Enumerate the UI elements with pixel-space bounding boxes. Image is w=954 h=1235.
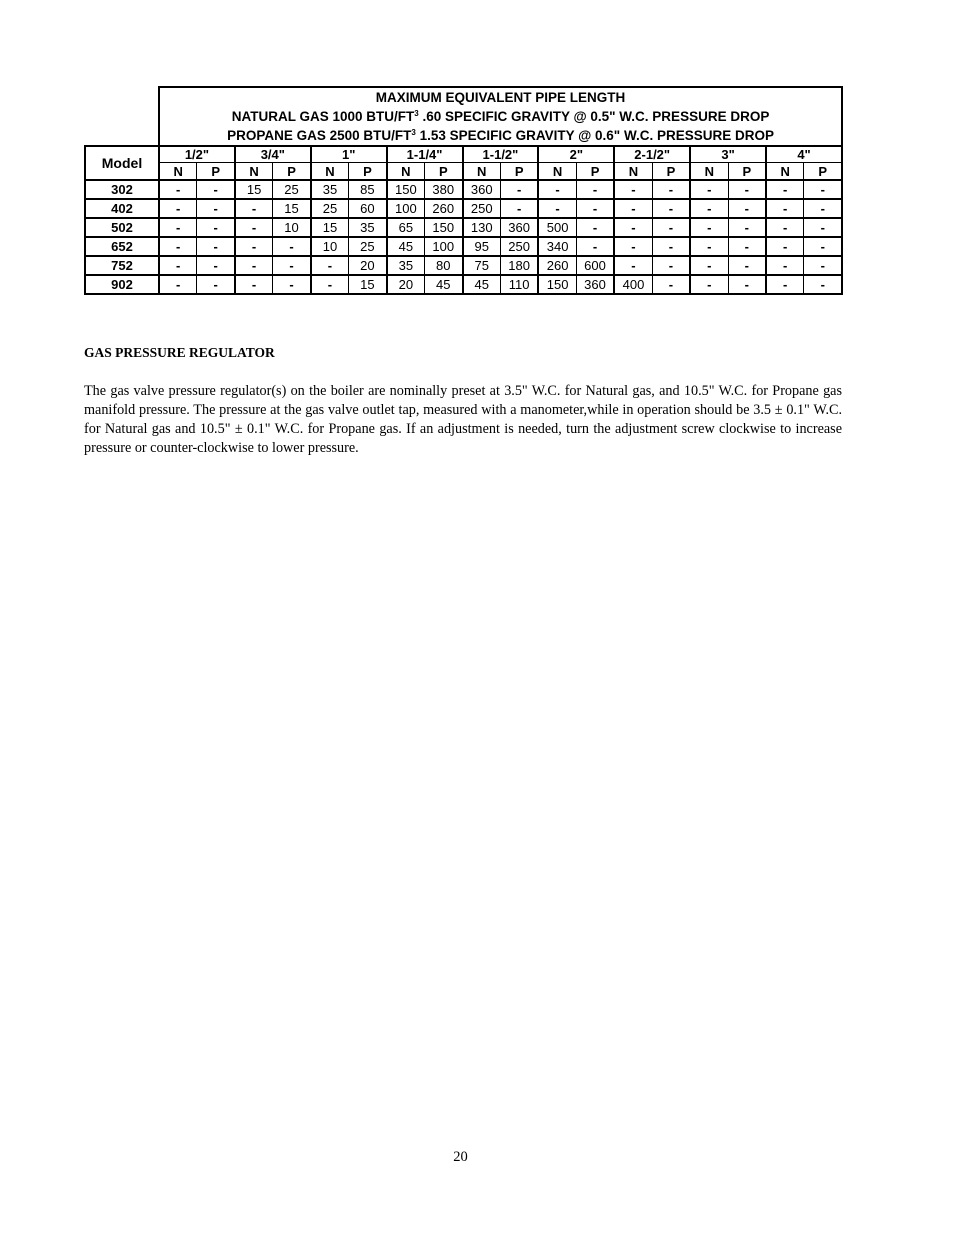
- length-value-cell: 35: [349, 218, 387, 237]
- title-line-2-superscript: 3: [414, 109, 419, 118]
- table-title-row: [85, 87, 842, 146]
- length-value-cell: -: [766, 275, 804, 294]
- propane-header: P: [576, 163, 614, 181]
- length-value-cell: 25: [273, 180, 311, 199]
- table-title-line-3: [160, 126, 841, 145]
- length-value-cell: -: [197, 199, 235, 218]
- length-value-cell: -: [576, 199, 614, 218]
- model-cell: 502: [85, 218, 159, 237]
- length-value-cell: -: [804, 199, 842, 218]
- length-value-cell: 500: [538, 218, 576, 237]
- model-column-header: Model: [85, 146, 159, 180]
- length-value-cell: 400: [614, 275, 652, 294]
- length-value-cell: -: [197, 180, 235, 199]
- length-value-cell: -: [728, 256, 766, 275]
- length-value-cell: -: [614, 199, 652, 218]
- length-value-cell: 95: [463, 237, 501, 256]
- length-value-cell: -: [766, 180, 804, 199]
- model-cell: 902: [85, 275, 159, 294]
- table-row: [85, 199, 842, 218]
- table-title-line-2: [160, 107, 841, 126]
- propane-header: P: [652, 163, 690, 181]
- length-value-cell: -: [690, 199, 728, 218]
- length-value-cell: 15: [235, 180, 273, 199]
- length-value-cell: -: [652, 199, 690, 218]
- natural-gas-header: N: [538, 163, 576, 181]
- natural-gas-header: N: [159, 163, 197, 181]
- length-value-cell: -: [500, 180, 538, 199]
- length-value-cell: 360: [576, 275, 614, 294]
- length-value-cell: 100: [425, 237, 463, 256]
- length-value-cell: 250: [500, 237, 538, 256]
- length-value-cell: -: [690, 237, 728, 256]
- propane-header: P: [804, 163, 842, 181]
- length-value-cell: -: [235, 237, 273, 256]
- length-value-cell: 130: [463, 218, 501, 237]
- table-title-line-1: MAXIMUM EQUIVALENT PIPE LENGTH: [375, 90, 626, 105]
- length-value-cell: 15: [311, 218, 349, 237]
- pipe-size-header: 1-1/4": [387, 146, 463, 163]
- length-value-cell: -: [614, 218, 652, 237]
- pipe-size-header: 2-1/2": [614, 146, 690, 163]
- propane-header: P: [500, 163, 538, 181]
- page-number: 20: [453, 1149, 468, 1165]
- pipe-size-header: 2": [538, 146, 614, 163]
- length-value-cell: -: [614, 180, 652, 199]
- length-value-cell: -: [804, 237, 842, 256]
- model-cell: 652: [85, 237, 159, 256]
- length-value-cell: -: [652, 218, 690, 237]
- table-row: [85, 275, 842, 294]
- length-value-cell: 45: [425, 275, 463, 294]
- length-value-cell: -: [728, 218, 766, 237]
- length-value-cell: -: [197, 218, 235, 237]
- length-value-cell: -: [235, 218, 273, 237]
- length-value-cell: 20: [349, 256, 387, 275]
- length-value-cell: -: [576, 180, 614, 199]
- length-value-cell: -: [311, 256, 349, 275]
- length-value-cell: 35: [387, 256, 425, 275]
- length-value-cell: -: [311, 275, 349, 294]
- natural-gas-header: N: [235, 163, 273, 181]
- length-value-cell: -: [235, 256, 273, 275]
- length-value-cell: 150: [538, 275, 576, 294]
- length-value-cell: 360: [463, 180, 501, 199]
- length-value-cell: 25: [349, 237, 387, 256]
- natural-gas-header: N: [463, 163, 501, 181]
- length-value-cell: -: [652, 180, 690, 199]
- title-line-2-text: NATURAL GAS 1000 BTU/FT: [231, 109, 415, 124]
- length-value-cell: -: [235, 275, 273, 294]
- table-title: [159, 87, 842, 146]
- length-value-cell: 260: [538, 256, 576, 275]
- propane-header: P: [349, 163, 387, 181]
- length-value-cell: -: [159, 218, 197, 237]
- length-value-cell: -: [728, 199, 766, 218]
- length-value-cell: -: [766, 199, 804, 218]
- length-value-cell: -: [159, 275, 197, 294]
- length-value-cell: 25: [311, 199, 349, 218]
- length-value-cell: -: [690, 256, 728, 275]
- length-value-cell: -: [728, 180, 766, 199]
- table-corner-blank: [85, 87, 159, 146]
- propane-header: P: [273, 163, 311, 181]
- length-value-cell: 260: [425, 199, 463, 218]
- body-paragraph: The gas valve pressure regulator(s) on the boiler are nominally preset at 3.5" W.C. for Natural gas, and 10.5" W.C. for Propane gas manifold pressure. The pressure at the gas valve outlet tap, measured with a manometer,while in operation should be 3.5 ± 0.1" W.C. for Natural gas and 10.5" ± 0.1" W.C. for Propane gas. If an adjustment is needed, turn the adjustment screw clockwise to increase pressure or counter-clockwise to lower pressure.: [84, 383, 842, 456]
- length-value-cell: 75: [463, 256, 501, 275]
- table-row: [85, 180, 842, 199]
- length-value-cell: 45: [387, 237, 425, 256]
- length-value-cell: -: [159, 237, 197, 256]
- pipe-size-header-row: [85, 146, 842, 163]
- length-value-cell: 35: [311, 180, 349, 199]
- length-value-cell: -: [652, 256, 690, 275]
- length-value-cell: -: [197, 237, 235, 256]
- length-value-cell: -: [273, 237, 311, 256]
- length-value-cell: -: [728, 237, 766, 256]
- title-line-2-text-end: .60 SPECIFIC GRAVITY @ 0.5" W.C. PRESSURE DROP: [418, 109, 770, 124]
- natural-gas-header: N: [766, 163, 804, 181]
- model-cell: 752: [85, 256, 159, 275]
- propane-header: P: [197, 163, 235, 181]
- length-value-cell: 20: [387, 275, 425, 294]
- length-value-cell: -: [728, 275, 766, 294]
- length-value-cell: 150: [387, 180, 425, 199]
- natural-gas-header: N: [311, 163, 349, 181]
- pipe-size-header: 4": [766, 146, 842, 163]
- length-value-cell: -: [273, 256, 311, 275]
- length-value-cell: -: [235, 199, 273, 218]
- gas-type-header-row: [85, 163, 842, 181]
- length-value-cell: -: [614, 237, 652, 256]
- title-line-3-superscript: 3: [411, 128, 416, 137]
- length-value-cell: -: [766, 256, 804, 275]
- length-value-cell: 600: [576, 256, 614, 275]
- pipe-size-header: 1": [311, 146, 387, 163]
- length-value-cell: 80: [425, 256, 463, 275]
- length-value-cell: 65: [387, 218, 425, 237]
- length-value-cell: -: [652, 237, 690, 256]
- length-value-cell: -: [159, 180, 197, 199]
- pipe-size-header: 3/4": [235, 146, 311, 163]
- length-value-cell: -: [197, 256, 235, 275]
- length-value-cell: -: [804, 256, 842, 275]
- table-row: [85, 256, 842, 275]
- pipe-size-header: 3": [690, 146, 766, 163]
- length-value-cell: 380: [425, 180, 463, 199]
- section-heading: GAS PRESSURE REGULATOR: [84, 345, 275, 360]
- length-value-cell: -: [690, 275, 728, 294]
- length-value-cell: -: [804, 218, 842, 237]
- title-line-3-text-end: 1.53 SPECIFIC GRAVITY @ 0.6" W.C. PRESSURE DROP: [415, 128, 774, 143]
- table-row: [85, 218, 842, 237]
- length-value-cell: -: [273, 275, 311, 294]
- natural-gas-header: N: [690, 163, 728, 181]
- pipe-length-table: [84, 86, 843, 295]
- length-value-cell: 10: [311, 237, 349, 256]
- length-value-cell: -: [197, 275, 235, 294]
- length-value-cell: -: [576, 218, 614, 237]
- pipe-size-header: 1-1/2": [463, 146, 539, 163]
- length-value-cell: -: [576, 237, 614, 256]
- pipe-size-header: 1/2": [159, 146, 235, 163]
- length-value-cell: 250: [463, 199, 501, 218]
- length-value-cell: -: [690, 218, 728, 237]
- model-cell: 302: [85, 180, 159, 199]
- propane-header: P: [728, 163, 766, 181]
- length-value-cell: 100: [387, 199, 425, 218]
- length-value-cell: 180: [500, 256, 538, 275]
- length-value-cell: -: [804, 275, 842, 294]
- length-value-cell: 15: [349, 275, 387, 294]
- length-value-cell: -: [159, 256, 197, 275]
- length-value-cell: 15: [273, 199, 311, 218]
- length-value-cell: -: [766, 218, 804, 237]
- length-value-cell: -: [538, 180, 576, 199]
- length-value-cell: 110: [500, 275, 538, 294]
- length-value-cell: -: [500, 199, 538, 218]
- length-value-cell: 10: [273, 218, 311, 237]
- length-value-cell: -: [690, 180, 728, 199]
- length-value-cell: 340: [538, 237, 576, 256]
- model-cell: 402: [85, 199, 159, 218]
- length-value-cell: 85: [349, 180, 387, 199]
- propane-header: P: [425, 163, 463, 181]
- length-value-cell: -: [804, 180, 842, 199]
- title-line-3-text: PROPANE GAS 2500 BTU/FT: [227, 128, 412, 143]
- natural-gas-header: N: [387, 163, 425, 181]
- length-value-cell: 150: [425, 218, 463, 237]
- table-row: [85, 237, 842, 256]
- length-value-cell: -: [614, 256, 652, 275]
- length-value-cell: -: [159, 199, 197, 218]
- natural-gas-header: N: [614, 163, 652, 181]
- length-value-cell: 60: [349, 199, 387, 218]
- length-value-cell: -: [766, 237, 804, 256]
- length-value-cell: -: [652, 275, 690, 294]
- length-value-cell: 45: [463, 275, 501, 294]
- length-value-cell: -: [538, 199, 576, 218]
- length-value-cell: 360: [500, 218, 538, 237]
